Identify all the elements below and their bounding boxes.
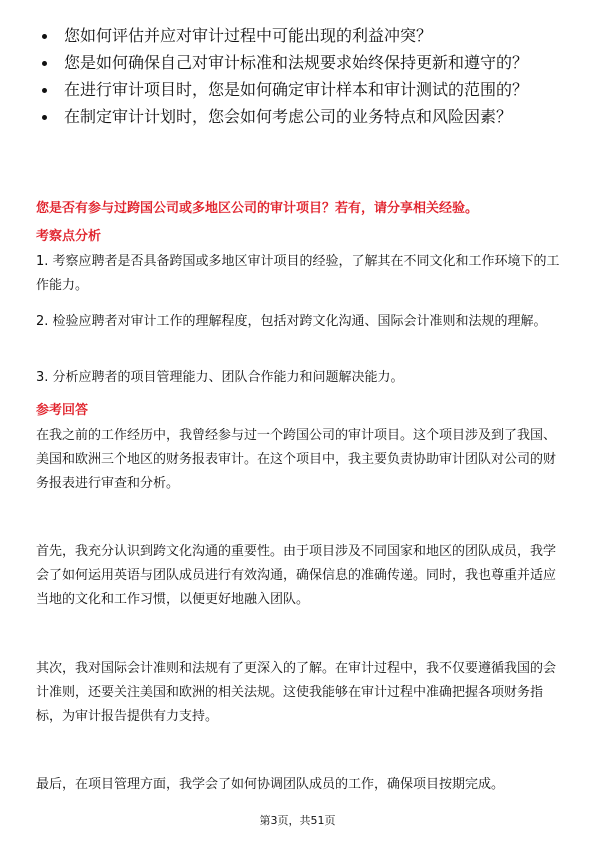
bullet-item [36, 78, 556, 102]
answer-title: 参考回答 [36, 403, 89, 418]
answer-paragraph: 最后，在项目管理方面，我学会了如何协调团队成员的工作，确保项目按期完成。 [36, 777, 505, 792]
bullet-text: 您是如何确保自己对审计标准和法规要求始终保持更新和遵守的？ [64, 53, 529, 72]
page-number: 第3页，共51页 [259, 814, 336, 827]
bullet-text: 您如何评估并应对审计过程中可能出现的利益冲突？ [64, 26, 433, 45]
answer-paragraph: 其次，我对国际会计准则和法规有了更深入的了解。在审计过程中，我不仅要遵循我国的会计准则，还要关注美国和欧洲的相关法规。这使我能够在审计过程中准确把握各项财务指标，为审计报告提供有力支持。 [36, 661, 557, 724]
bullet-dot-icon [42, 34, 47, 39]
analysis-item: 2. 检验应聘者对审计工作的理解程度，包括对跨文化沟通、国际会计准则和法规的理解。 [36, 314, 547, 329]
answer-paragraph: 首先，我充分认识到跨文化沟通的重要性。由于项目涉及不同国家和地区的团队成员，我学会了如何运用英语与团队成员进行有效沟通，确保信息的准确传递。同时，我也尊重并适应当地的文化和工作习惯，以便更好地融入团队。 [36, 544, 557, 607]
bullet-item [36, 105, 556, 129]
bullet-dot-icon [42, 88, 47, 93]
bullet-text: 在制定审计计划时，您会如何考虑公司的业务特点和风险因素？ [64, 107, 513, 126]
interview-question: 您是否有参与过跨国公司或多地区公司的审计项目？若有，请分享相关经验。 [36, 201, 479, 216]
bullet-text: 在进行审计项目时，您是如何确定审计样本和审计测试的范围的？ [64, 80, 529, 99]
analysis-item: 3. 分析应聘者的项目管理能力、团队合作能力和问题解决能力。 [36, 370, 404, 385]
bullet-item [36, 51, 556, 75]
bullet-dot-icon [42, 115, 47, 120]
bullet-dot-icon [42, 61, 47, 66]
answer-paragraph: 在我之前的工作经历中，我曾经参与过一个跨国公司的审计项目。这个项目涉及到了我国、美国和欧洲三个地区的财务报表审计。在这个项目中，我主要负责协助审计团队对公司的财务报表进行审查和分析。 [36, 428, 557, 491]
question-bullet-list [36, 24, 556, 132]
analysis-title: 考察点分析 [36, 229, 102, 244]
bullet-item [36, 24, 556, 48]
analysis-item: 1. 考察应聘者是否具备跨国或多地区审计项目的经验，了解其在不同文化和工作环境下的工作能力。 [36, 254, 560, 293]
